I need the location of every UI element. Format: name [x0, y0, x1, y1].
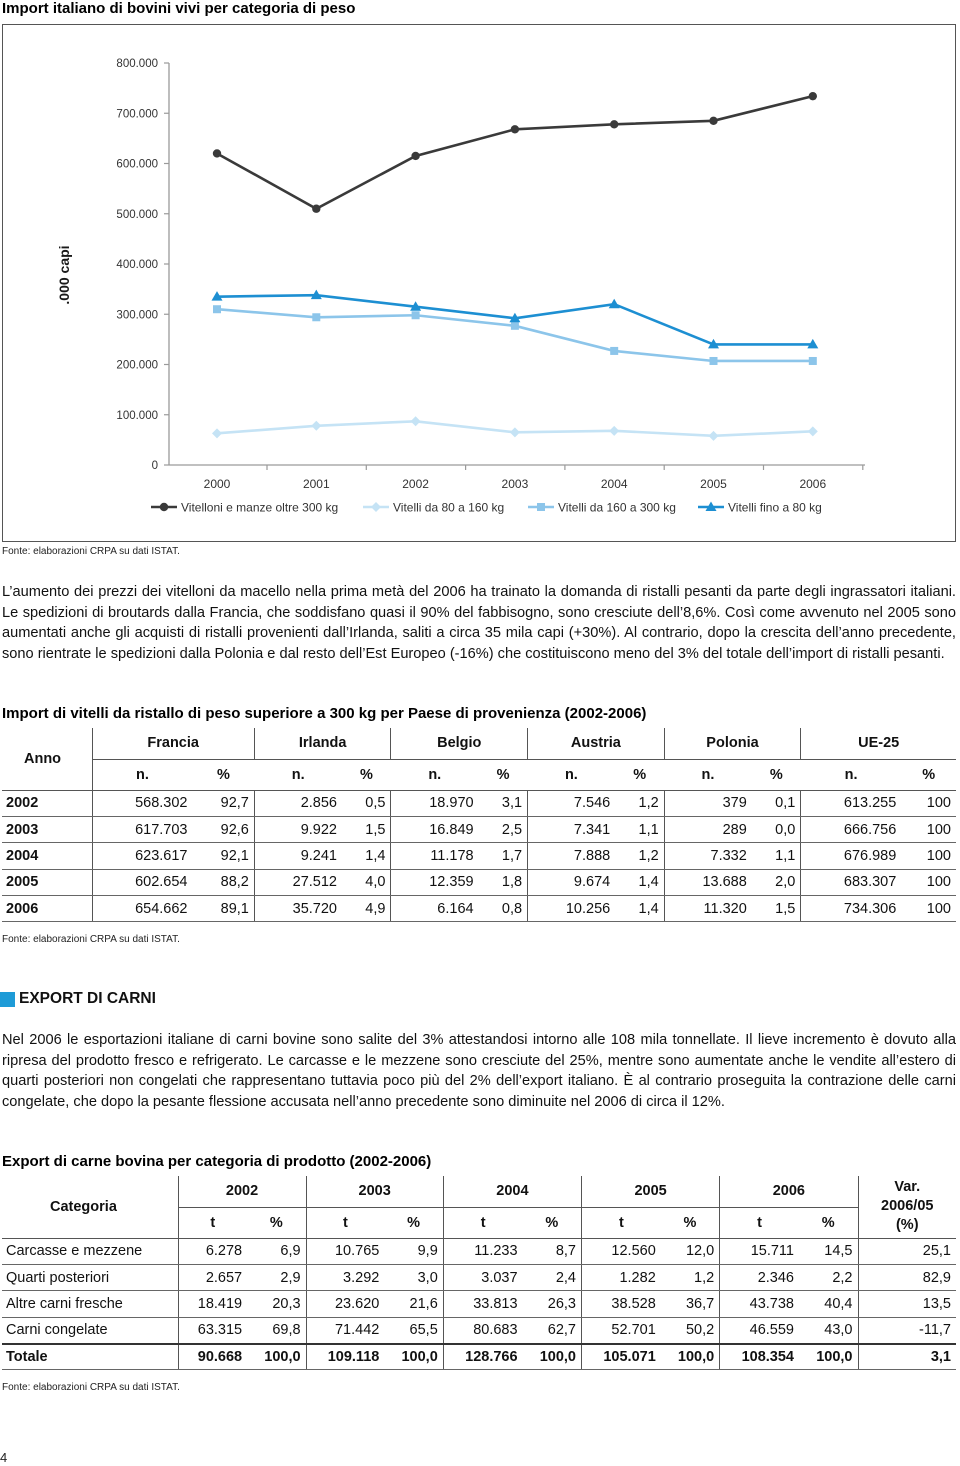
table-cell: 12.359: [391, 869, 479, 895]
sub-header-pct: %: [752, 759, 801, 790]
table-cell: 4,0: [342, 869, 391, 895]
table-cell: 289: [664, 816, 752, 842]
sub-header-t: t: [306, 1207, 384, 1238]
sub-header-pct: %: [479, 759, 528, 790]
data-point: [609, 426, 619, 436]
table-cell: 568.302: [92, 790, 193, 816]
table-cell: 80.683: [443, 1317, 522, 1343]
table-cell: 1,5: [342, 816, 391, 842]
data-point: [510, 427, 520, 437]
legend-label: Vitelli da 160 a 300 kg: [558, 500, 676, 515]
table-cell: 654.662: [92, 896, 193, 922]
x-tick-label: 2004: [600, 477, 628, 491]
var-cell: -11,7: [858, 1317, 956, 1343]
x-tick-label: 2005: [700, 477, 727, 491]
table-cell: 50,2: [661, 1317, 720, 1343]
y-tick-label: 500.000: [116, 208, 158, 221]
chart-svg: [3, 25, 955, 541]
table-cell: 100,0: [661, 1344, 720, 1370]
table-cell: 0,5: [342, 790, 391, 816]
table-cell: 100,0: [247, 1344, 306, 1370]
legend-item: [698, 501, 822, 515]
table-cell: 0,0: [752, 816, 801, 842]
series-diamond: [212, 416, 818, 441]
sub-header-pct: %: [247, 1207, 306, 1238]
table-row: [2, 1291, 956, 1317]
table-cell: 0,8: [479, 896, 528, 922]
table-cell: 734.306: [801, 896, 902, 922]
paragraph-import: L’aumento dei prezzi dei vitelloni da macello nella prima metà del 2006 ha trainato la domanda di ristalli pesanti da parte degli ingrassatori italiani. Le spedizioni di broutards dalla Francia, che soddisfano quasi il 90% del fabbisogno, sono cresciute dell’8,6%. Così come avvenuto nel 2005 sono aumentati anche gli acquisti di ristalli provenienti dall’Irlanda, saliti a circa 35 mila capi (+30%). Al contrario, dopo la crescita dell’anno precedente, sono rientrate le spedizioni dalla Polonia e dal resto dell’Est Europeo (-16%) che costituiscono meno del 3% del totale dell’import di ristalli pesanti.: [2, 584, 956, 662]
chart-source: Fonte: elaborazioni CRPA su dati ISTAT.: [2, 546, 180, 557]
table2-source: Fonte: elaborazioni CRPA su dati ISTAT.: [2, 1382, 180, 1393]
y-tick-label: 100.000: [116, 409, 158, 422]
data-point: [809, 92, 817, 100]
sub-header-n: n.: [92, 759, 193, 790]
table-cell: 1,4: [342, 843, 391, 869]
table-cell: 69,8: [247, 1317, 306, 1343]
country-header: Irlanda: [254, 728, 391, 759]
page-number: 4: [0, 1450, 8, 1465]
data-point: [311, 421, 321, 431]
import-table: [2, 728, 956, 922]
table-cell: 108.354: [720, 1344, 799, 1370]
data-point: [710, 357, 718, 365]
data-point: [808, 426, 818, 436]
x-tick-label: 2003: [501, 477, 529, 491]
table-cell: 1,4: [615, 869, 664, 895]
anno-header: Anno: [2, 728, 92, 790]
table-cell: 7.332: [664, 843, 752, 869]
year-header: 2005: [582, 1176, 720, 1207]
table-cell: 4,9: [342, 896, 391, 922]
table-cell: 9.922: [254, 816, 342, 842]
table-cell: 7.341: [528, 816, 616, 842]
table-cell: 2.346: [720, 1264, 799, 1290]
table-cell: 623.617: [92, 843, 193, 869]
table-row: [2, 896, 956, 922]
table-cell: 43.738: [720, 1291, 799, 1317]
sub-header-n: n.: [801, 759, 902, 790]
table-cell: 12.560: [582, 1238, 661, 1264]
table-cell: 92,1: [193, 843, 255, 869]
table-cell: 2,0: [752, 869, 801, 895]
table-row: [2, 790, 956, 816]
year-cell: 2003: [2, 816, 92, 842]
data-point: [160, 503, 168, 511]
data-point: [213, 305, 221, 313]
data-point: [809, 357, 817, 365]
table-cell: 92,6: [193, 816, 255, 842]
table-cell: 683.307: [801, 869, 902, 895]
table-cell: 3,0: [384, 1264, 443, 1290]
y-tick-label: 0: [151, 460, 158, 472]
table-cell: 1,8: [479, 869, 528, 895]
sub-header-t: t: [178, 1207, 247, 1238]
sub-header-t: t: [582, 1207, 661, 1238]
country-header: Belgio: [391, 728, 528, 759]
table-cell: 46.559: [720, 1317, 799, 1343]
table-cell: 105.071: [582, 1344, 661, 1370]
y-tick-label: 600.000: [116, 158, 158, 171]
table-cell: 10.256: [528, 896, 616, 922]
table-cell: 1,5: [752, 896, 801, 922]
table-cell: 43,0: [799, 1317, 858, 1343]
chart-title: Import italiano di bovini vivi per categoria di peso: [2, 0, 356, 17]
table-cell: 1,2: [661, 1264, 720, 1290]
x-tick-label: 2006: [799, 477, 827, 491]
var-cell: 3,1: [858, 1344, 956, 1370]
var-header-line: Var.: [894, 1179, 921, 1196]
table-cell: 128.766: [443, 1344, 522, 1370]
data-point: [610, 120, 618, 128]
table-cell: 52.701: [582, 1317, 661, 1343]
table-cell: 602.654: [92, 869, 193, 895]
var-header-line: 2006/05: [881, 1198, 934, 1215]
category-cell: Totale: [2, 1344, 178, 1370]
table-cell: 1,2: [615, 790, 664, 816]
table-row: [2, 1238, 956, 1264]
table-cell: 666.756: [801, 816, 902, 842]
sub-header-pct: %: [523, 1207, 582, 1238]
category-cell: Carni congelate: [2, 1317, 178, 1343]
section-heading-text: EXPORT DI CARNI: [19, 990, 156, 1007]
table-row: [2, 869, 956, 895]
table-cell: 0,1: [752, 790, 801, 816]
table-cell: 92,7: [193, 790, 255, 816]
var-cell: 13,5: [858, 1291, 956, 1317]
table-cell: 90.668: [178, 1344, 247, 1370]
data-point: [371, 502, 381, 512]
table-cell: 1,1: [752, 843, 801, 869]
data-point: [411, 152, 419, 160]
year-header: 2003: [306, 1176, 443, 1207]
year-header: 2002: [178, 1176, 306, 1207]
export-table: [2, 1176, 956, 1370]
table-cell: 14,5: [799, 1238, 858, 1264]
table-cell: 36,7: [661, 1291, 720, 1317]
table-cell: 1,1: [615, 816, 664, 842]
data-point: [312, 205, 320, 213]
table-cell: 617.703: [92, 816, 193, 842]
legend-item: [363, 501, 504, 515]
table-cell: 2.657: [178, 1264, 247, 1290]
table-cell: 11.233: [443, 1238, 522, 1264]
table-cell: 13.688: [664, 869, 752, 895]
table-cell: 100: [901, 869, 956, 895]
table-cell: 11.320: [664, 896, 752, 922]
data-point: [213, 149, 221, 157]
paragraph-export: Nel 2006 le esportazioni italiane di carni bovine sono salite del 3% attestandosi intorno alle 108 mila tonnellate. Il lieve incremento è dovuto alla ripresa del prodotto fresco e refrigerato. Le carcasse e le mezzene sono cresciute del 25%, mentre sono aumentate anche le vendite all’estero di quarti posteriori non congelati che rappresentano tuttavia poco più del 2% dell’export italiano. È al contrario proseguita la contrazione delle carni congelate, che dopo la pesante flessione accusata nell’anno precedente sono diminuite nel 2006 di circa il 12%.: [2, 1032, 956, 1110]
table-cell: 35.720: [254, 896, 342, 922]
sub-header-pct: %: [661, 1207, 720, 1238]
table-cell: 2,4: [523, 1264, 582, 1290]
sub-header-n: n.: [664, 759, 752, 790]
legend-item: [528, 501, 676, 515]
table-cell: 40,4: [799, 1291, 858, 1317]
table-cell: 100,0: [799, 1344, 858, 1370]
section-heading: [0, 990, 156, 1008]
table-cell: 18.419: [178, 1291, 247, 1317]
legend-label: Vitelli da 80 a 160 kg: [393, 500, 505, 515]
y-tick-label: 300.000: [116, 309, 158, 322]
table1-title: Import di vitelli da ristallo di peso superiore a 300 kg per Paese di provenienza (2002-2006): [2, 705, 647, 722]
data-point: [709, 117, 717, 125]
category-cell: Carcasse e mezzene: [2, 1238, 178, 1264]
y-axis-label: .000 capi: [56, 245, 72, 305]
table-cell: 3.037: [443, 1264, 522, 1290]
line-chart: [2, 24, 956, 542]
table-row: [2, 1264, 956, 1290]
table-cell: 18.970: [391, 790, 479, 816]
table-cell: 15.711: [720, 1238, 799, 1264]
table-cell: 100: [901, 843, 956, 869]
table-cell: 16.849: [391, 816, 479, 842]
x-tick-label: 2002: [402, 477, 429, 491]
table-cell: 9.241: [254, 843, 342, 869]
var-cell: 82,9: [858, 1264, 956, 1290]
data-point: [709, 431, 719, 441]
series-triangle: [212, 290, 819, 349]
table-cell: 62,7: [523, 1317, 582, 1343]
total-row: [2, 1344, 956, 1370]
table-cell: 613.255: [801, 790, 902, 816]
table-cell: 379: [664, 790, 752, 816]
table-cell: 6.278: [178, 1238, 247, 1264]
table-cell: 27.512: [254, 869, 342, 895]
table-cell: 676.989: [801, 843, 902, 869]
table-cell: 9,9: [384, 1238, 443, 1264]
data-point: [312, 313, 320, 321]
sub-header-n: n.: [528, 759, 616, 790]
table-cell: 89,1: [193, 896, 255, 922]
sub-header-pct: %: [342, 759, 391, 790]
sub-header-pct: %: [615, 759, 664, 790]
table-cell: 109.118: [306, 1344, 384, 1370]
table-cell: 2,5: [479, 816, 528, 842]
sub-header-n: n.: [391, 759, 479, 790]
sub-header-t: t: [443, 1207, 522, 1238]
data-point: [610, 347, 618, 355]
table-cell: 7.546: [528, 790, 616, 816]
sub-header-n: n.: [254, 759, 342, 790]
table-cell: 9.674: [528, 869, 616, 895]
year-header: 2004: [443, 1176, 581, 1207]
table-cell: 1,4: [615, 896, 664, 922]
sub-header-pct: %: [799, 1207, 858, 1238]
table-cell: 63.315: [178, 1317, 247, 1343]
table-cell: 11.178: [391, 843, 479, 869]
table-cell: 2,9: [247, 1264, 306, 1290]
table-cell: 10.765: [306, 1238, 384, 1264]
year-cell: 2002: [2, 790, 92, 816]
table-cell: 6,9: [247, 1238, 306, 1264]
x-tick-label: 2001: [302, 477, 330, 491]
category-header: Categoria: [2, 1176, 178, 1238]
table-row: [2, 1317, 956, 1343]
table-cell: 21,6: [384, 1291, 443, 1317]
series-line: [217, 96, 813, 209]
country-header: Polonia: [664, 728, 801, 759]
table-cell: 1.282: [582, 1264, 661, 1290]
category-cell: Altre carni fresche: [2, 1291, 178, 1317]
x-tick-label: 2000: [203, 477, 231, 491]
table-cell: 7.888: [528, 843, 616, 869]
table-cell: 2,2: [799, 1264, 858, 1290]
data-point: [511, 322, 519, 330]
country-header: UE-25: [801, 728, 956, 759]
legend-label: Vitelli fino a 80 kg: [728, 500, 822, 515]
country-header: Austria: [528, 728, 665, 759]
category-cell: Quarti posteriori: [2, 1264, 178, 1290]
sub-header-pct: %: [193, 759, 255, 790]
data-point: [212, 428, 222, 438]
table-row: [2, 843, 956, 869]
table-cell: 100: [901, 816, 956, 842]
table-row: [2, 816, 956, 842]
table-cell: 100: [901, 896, 956, 922]
table-cell: 8,7: [523, 1238, 582, 1264]
table-cell: 100,0: [523, 1344, 582, 1370]
table-cell: 88,2: [193, 869, 255, 895]
table-cell: 2.856: [254, 790, 342, 816]
table-cell: 38.528: [582, 1291, 661, 1317]
table-cell: 100: [901, 790, 956, 816]
var-header: [858, 1176, 956, 1238]
y-tick-label: 400.000: [116, 259, 158, 271]
table-cell: 33.813: [443, 1291, 522, 1317]
year-cell: 2004: [2, 843, 92, 869]
table-cell: 20,3: [247, 1291, 306, 1317]
series-circle: [213, 92, 817, 213]
sub-header-t: t: [720, 1207, 799, 1238]
table-cell: 12,0: [661, 1238, 720, 1264]
y-tick-label: 800.000: [116, 58, 158, 70]
y-tick-label: 200.000: [116, 359, 158, 372]
table-cell: 1,7: [479, 843, 528, 869]
country-header: Francia: [92, 728, 254, 759]
table-cell: 1,2: [615, 843, 664, 869]
sub-header-pct: %: [901, 759, 956, 790]
year-header: 2006: [720, 1176, 858, 1207]
y-tick-label: 700.000: [116, 108, 158, 121]
table-cell: 6.164: [391, 896, 479, 922]
table-cell: 65,5: [384, 1317, 443, 1343]
data-point: [511, 125, 519, 133]
year-cell: 2005: [2, 869, 92, 895]
data-point: [537, 503, 545, 511]
table-cell: 26,3: [523, 1291, 582, 1317]
data-point: [412, 311, 420, 319]
table-cell: 71.442: [306, 1317, 384, 1343]
table2-title: Export di carne bovina per categoria di prodotto (2002-2006): [2, 1153, 432, 1170]
section-square-icon: [0, 992, 15, 1007]
table-cell: 3.292: [306, 1264, 384, 1290]
var-header-line: (%): [895, 1217, 919, 1234]
table-cell: 23.620: [306, 1291, 384, 1317]
table-cell: 100,0: [384, 1344, 443, 1370]
data-point: [411, 416, 421, 426]
table-cell: 3,1: [479, 790, 528, 816]
legend-label: Vitelloni e manze oltre 300 kg: [181, 500, 339, 515]
year-cell: 2006: [2, 896, 92, 922]
var-cell: 25,1: [858, 1238, 956, 1264]
table1-source: Fonte: elaborazioni CRPA su dati ISTAT.: [2, 934, 180, 945]
legend-item: [151, 501, 338, 515]
sub-header-pct: %: [384, 1207, 443, 1238]
